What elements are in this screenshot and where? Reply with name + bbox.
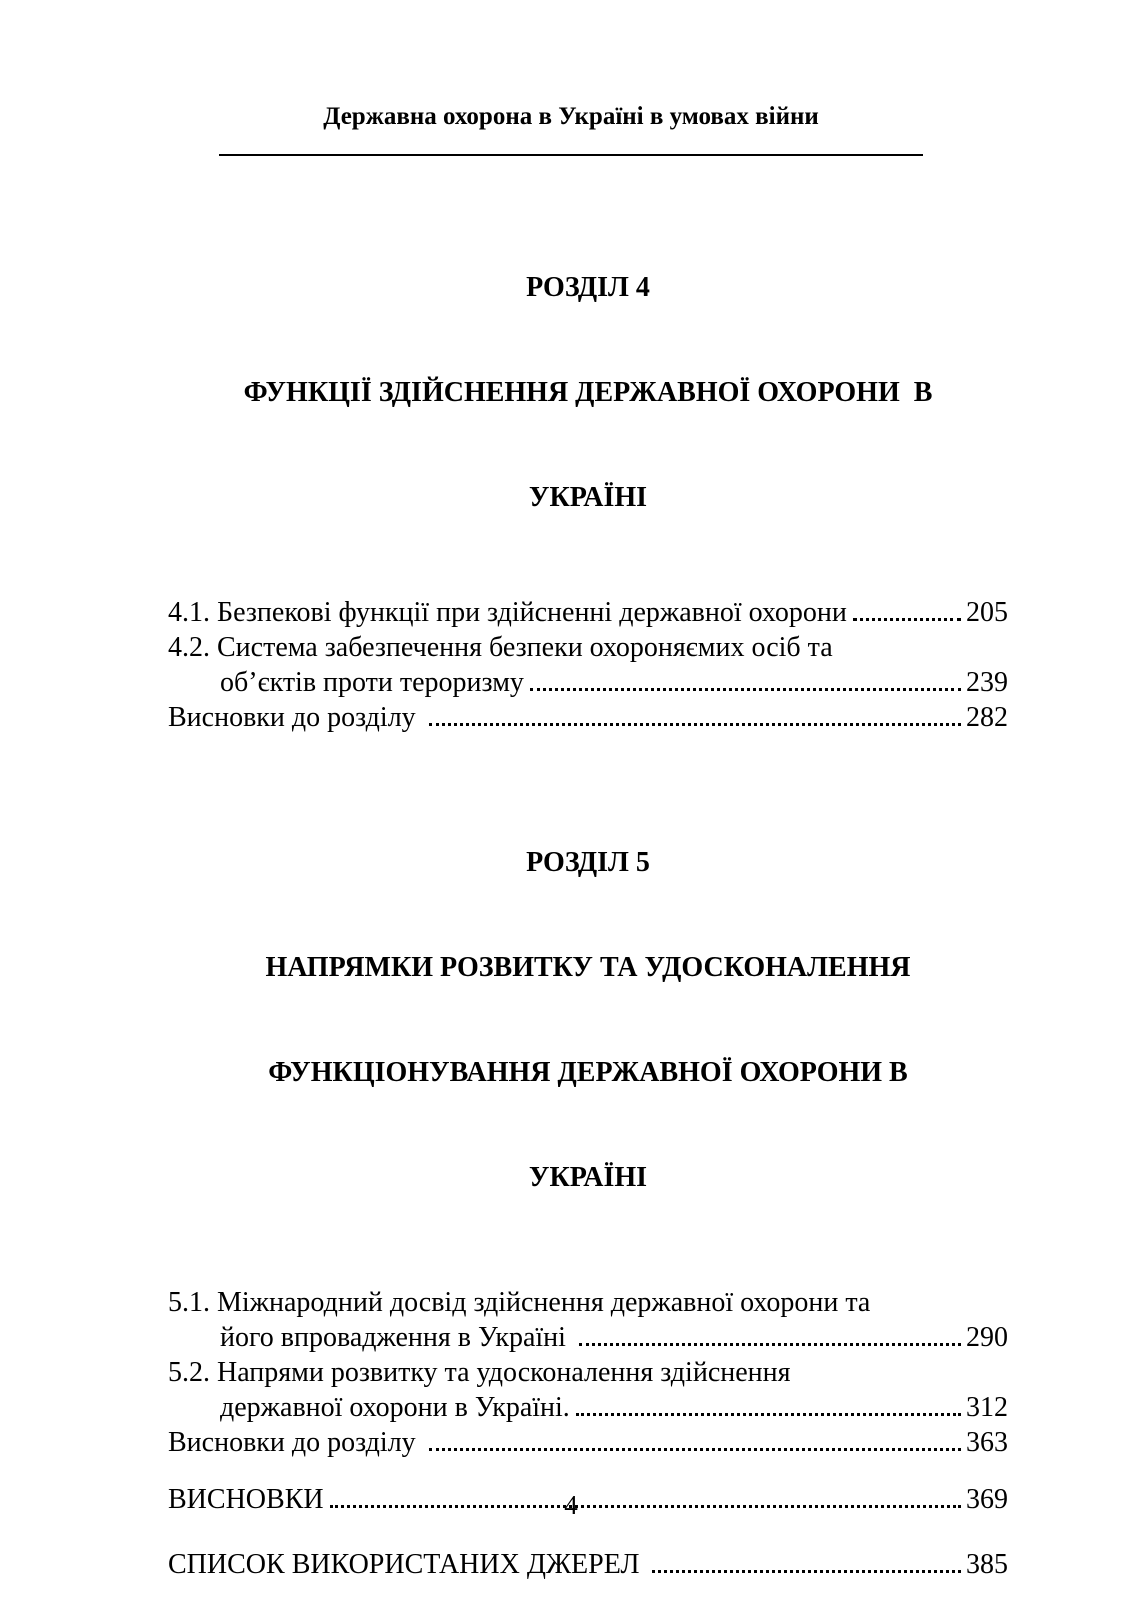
header-rule [219,154,923,156]
toc-entry-5-1-line-2 [168,1320,1008,1355]
leader-dots [853,618,961,621]
chapter-5-label: РОЗДІЛ 5 [526,847,650,878]
toc-entry-text: 5.1. Міжнародний досвід здійснення державної охорони та [168,1287,871,1318]
leader-dots [576,1413,961,1416]
toc-entry-5-2-line-2 [168,1390,1008,1425]
toc-entry-text: 4.1. Безпекові функції при здійсненні державної охорони [168,597,847,628]
toc-entry-text: 5.2. Напрями розвитку та удосконалення здійснення [168,1357,791,1388]
toc-entry-4-1 [168,595,1008,630]
toc-entry-page: 363 [966,1427,1008,1458]
toc-entry-page: 282 [966,702,1008,733]
toc-entry-4-conclusions [168,700,1008,735]
chapter-5-heading [168,775,1008,1265]
toc-list-chapter-4 [168,595,1008,735]
toc-entry-text: ВИСНОВКИ [168,1484,324,1515]
chapter-5-title-line-2: ФУНКЦІОНУВАННЯ ДЕРЖАВНОЇ ОХОРОНИ В [268,1057,908,1088]
leader-dots [429,1448,961,1451]
toc-entry-page: 290 [966,1322,1008,1353]
toc-entry-page: 239 [966,667,1008,698]
toc-entry-text: 4.2. Система забезпечення безпеки охороняємих осіб та [168,632,833,663]
leader-dots [579,1343,961,1346]
toc-entry-text: його впровадження в Україні [220,1322,573,1353]
toc-entry-text: Висновки до розділу [168,1427,423,1458]
toc-content [0,200,1142,1582]
chapter-4-label: РОЗДІЛ 4 [526,272,650,303]
toc-entry-text: державної охорони в Україні. [220,1392,570,1423]
toc-entry-references [168,1547,1008,1582]
toc-entry-text: об’єктів проти тероризму [220,667,524,698]
chapter-4-title-line-2: УКРАЇНІ [528,482,648,513]
chapter-5-title-line-3: УКРАЇНІ [528,1162,648,1193]
running-header-title: Державна охорона в Україні в умовах війни [323,103,819,130]
toc-entry-5-conclusions [168,1425,1008,1460]
chapter-5-title-line-1: НАПРЯМКИ РОЗВИТКУ ТА УДОСКОНАЛЕННЯ [265,952,911,983]
toc-list-chapter-5 [168,1285,1008,1460]
toc-entry-text: Висновки до розділу [168,702,423,733]
toc-entry-text: СПИСОК ВИКОРИСТАНИХ ДЖЕРЕЛ [168,1549,647,1580]
leader-dots [429,723,961,726]
footer-page-number: 4 [564,1490,578,1520]
leader-dots [530,688,961,691]
chapter-4-heading [168,200,1008,585]
toc-entry-5-1-line-1 [168,1285,1008,1320]
toc-entry-4-2-line-1 [168,630,1008,665]
chapter-4-title-line-1: ФУНКЦІЇ ЗДІЙСНЕННЯ ДЕРЖАВНОЇ ОХОРОНИ В [243,377,933,408]
toc-entry-page: 385 [966,1549,1008,1580]
toc-entry-page: 312 [966,1392,1008,1423]
toc-entry-5-2-line-1 [168,1355,1008,1390]
leader-dots [652,1570,961,1573]
toc-entry-page: 369 [966,1484,1008,1515]
toc-entry-4-2-line-2 [168,665,1008,700]
toc-entry-page: 205 [966,597,1008,628]
